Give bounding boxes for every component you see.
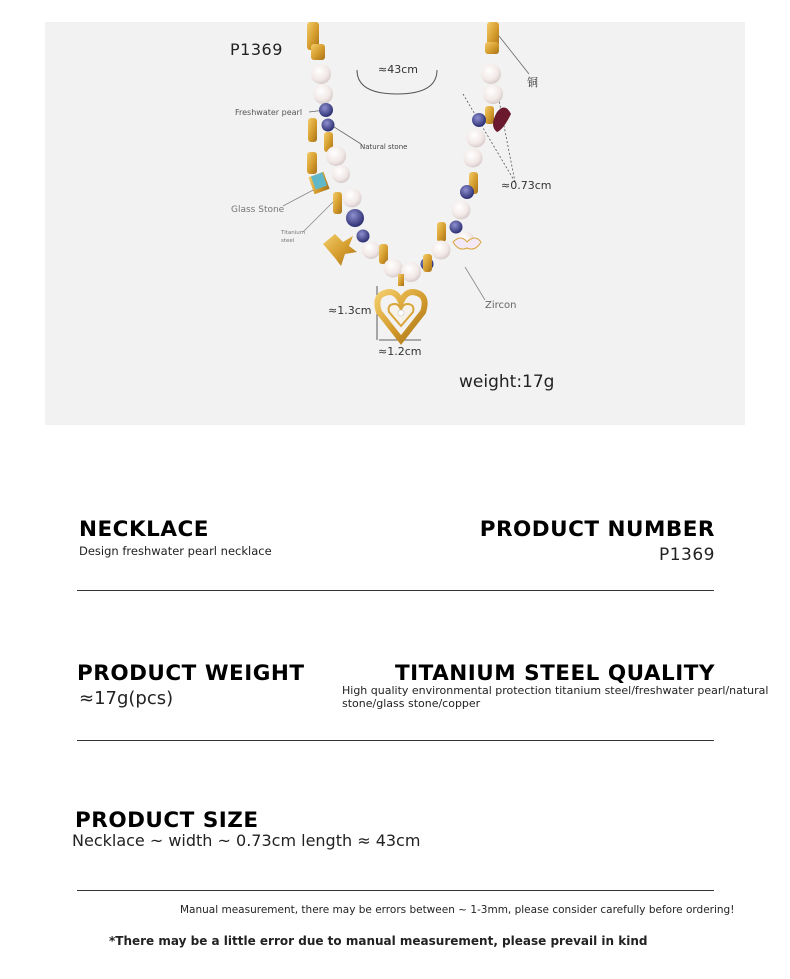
divider <box>77 590 714 591</box>
necklace-heading: NECKLACE <box>79 517 209 542</box>
product-weight-heading: PRODUCT WEIGHT <box>77 661 305 686</box>
product-weight-value: ≈17g(pcs) <box>79 688 174 709</box>
necklace-description: Design freshwater pearl necklace <box>79 544 272 558</box>
divider <box>77 740 714 741</box>
heart-stone <box>493 107 511 132</box>
titanium-charm <box>323 234 357 266</box>
weight-label: weight:17g <box>459 372 555 392</box>
pendant-width-label: ≈1.2cm <box>378 345 422 358</box>
error-note: *There may be a little error due to manual measurement, please prevail in kind <box>109 934 648 948</box>
length-label: ≈43cm <box>378 63 418 76</box>
glass-stone-label: Glass Stone <box>231 205 285 215</box>
freshwater-pearl-label: Freshwater pearl <box>235 108 303 117</box>
product-code-label: P1369 <box>230 40 283 59</box>
product-size-heading: PRODUCT SIZE <box>75 808 259 833</box>
product-size-value: Necklace ~ width ~ 0.73cm length ≈ 43cm <box>72 831 421 850</box>
titanium-steel-quality-heading: TITANIUM STEEL QUALITY <box>395 661 715 686</box>
material-description: High quality environmental protection titanium steel/freshwater pearl/natural stone/glass stone/copper <box>342 684 769 710</box>
necklace-illustration <box>45 22 745 425</box>
product-number-heading: PRODUCT NUMBER <box>479 517 715 542</box>
measurement-note: Manual measurement, there may be errors between ~ 1-3mm, please consider carefully before ordering! <box>180 904 735 916</box>
pendant-height-label: ≈1.3cm <box>328 304 372 317</box>
natural-stone-label: Natural stone <box>360 143 408 151</box>
product-image <box>45 22 745 425</box>
product-number-value: P1369 <box>658 545 715 565</box>
copper-label: 铜 <box>527 76 538 89</box>
divider <box>77 890 714 891</box>
width-label: ≈0.73cm <box>501 179 552 192</box>
zircon-label: Zircon <box>485 300 517 311</box>
titanium-steel-label: Titanium steel <box>281 230 306 244</box>
